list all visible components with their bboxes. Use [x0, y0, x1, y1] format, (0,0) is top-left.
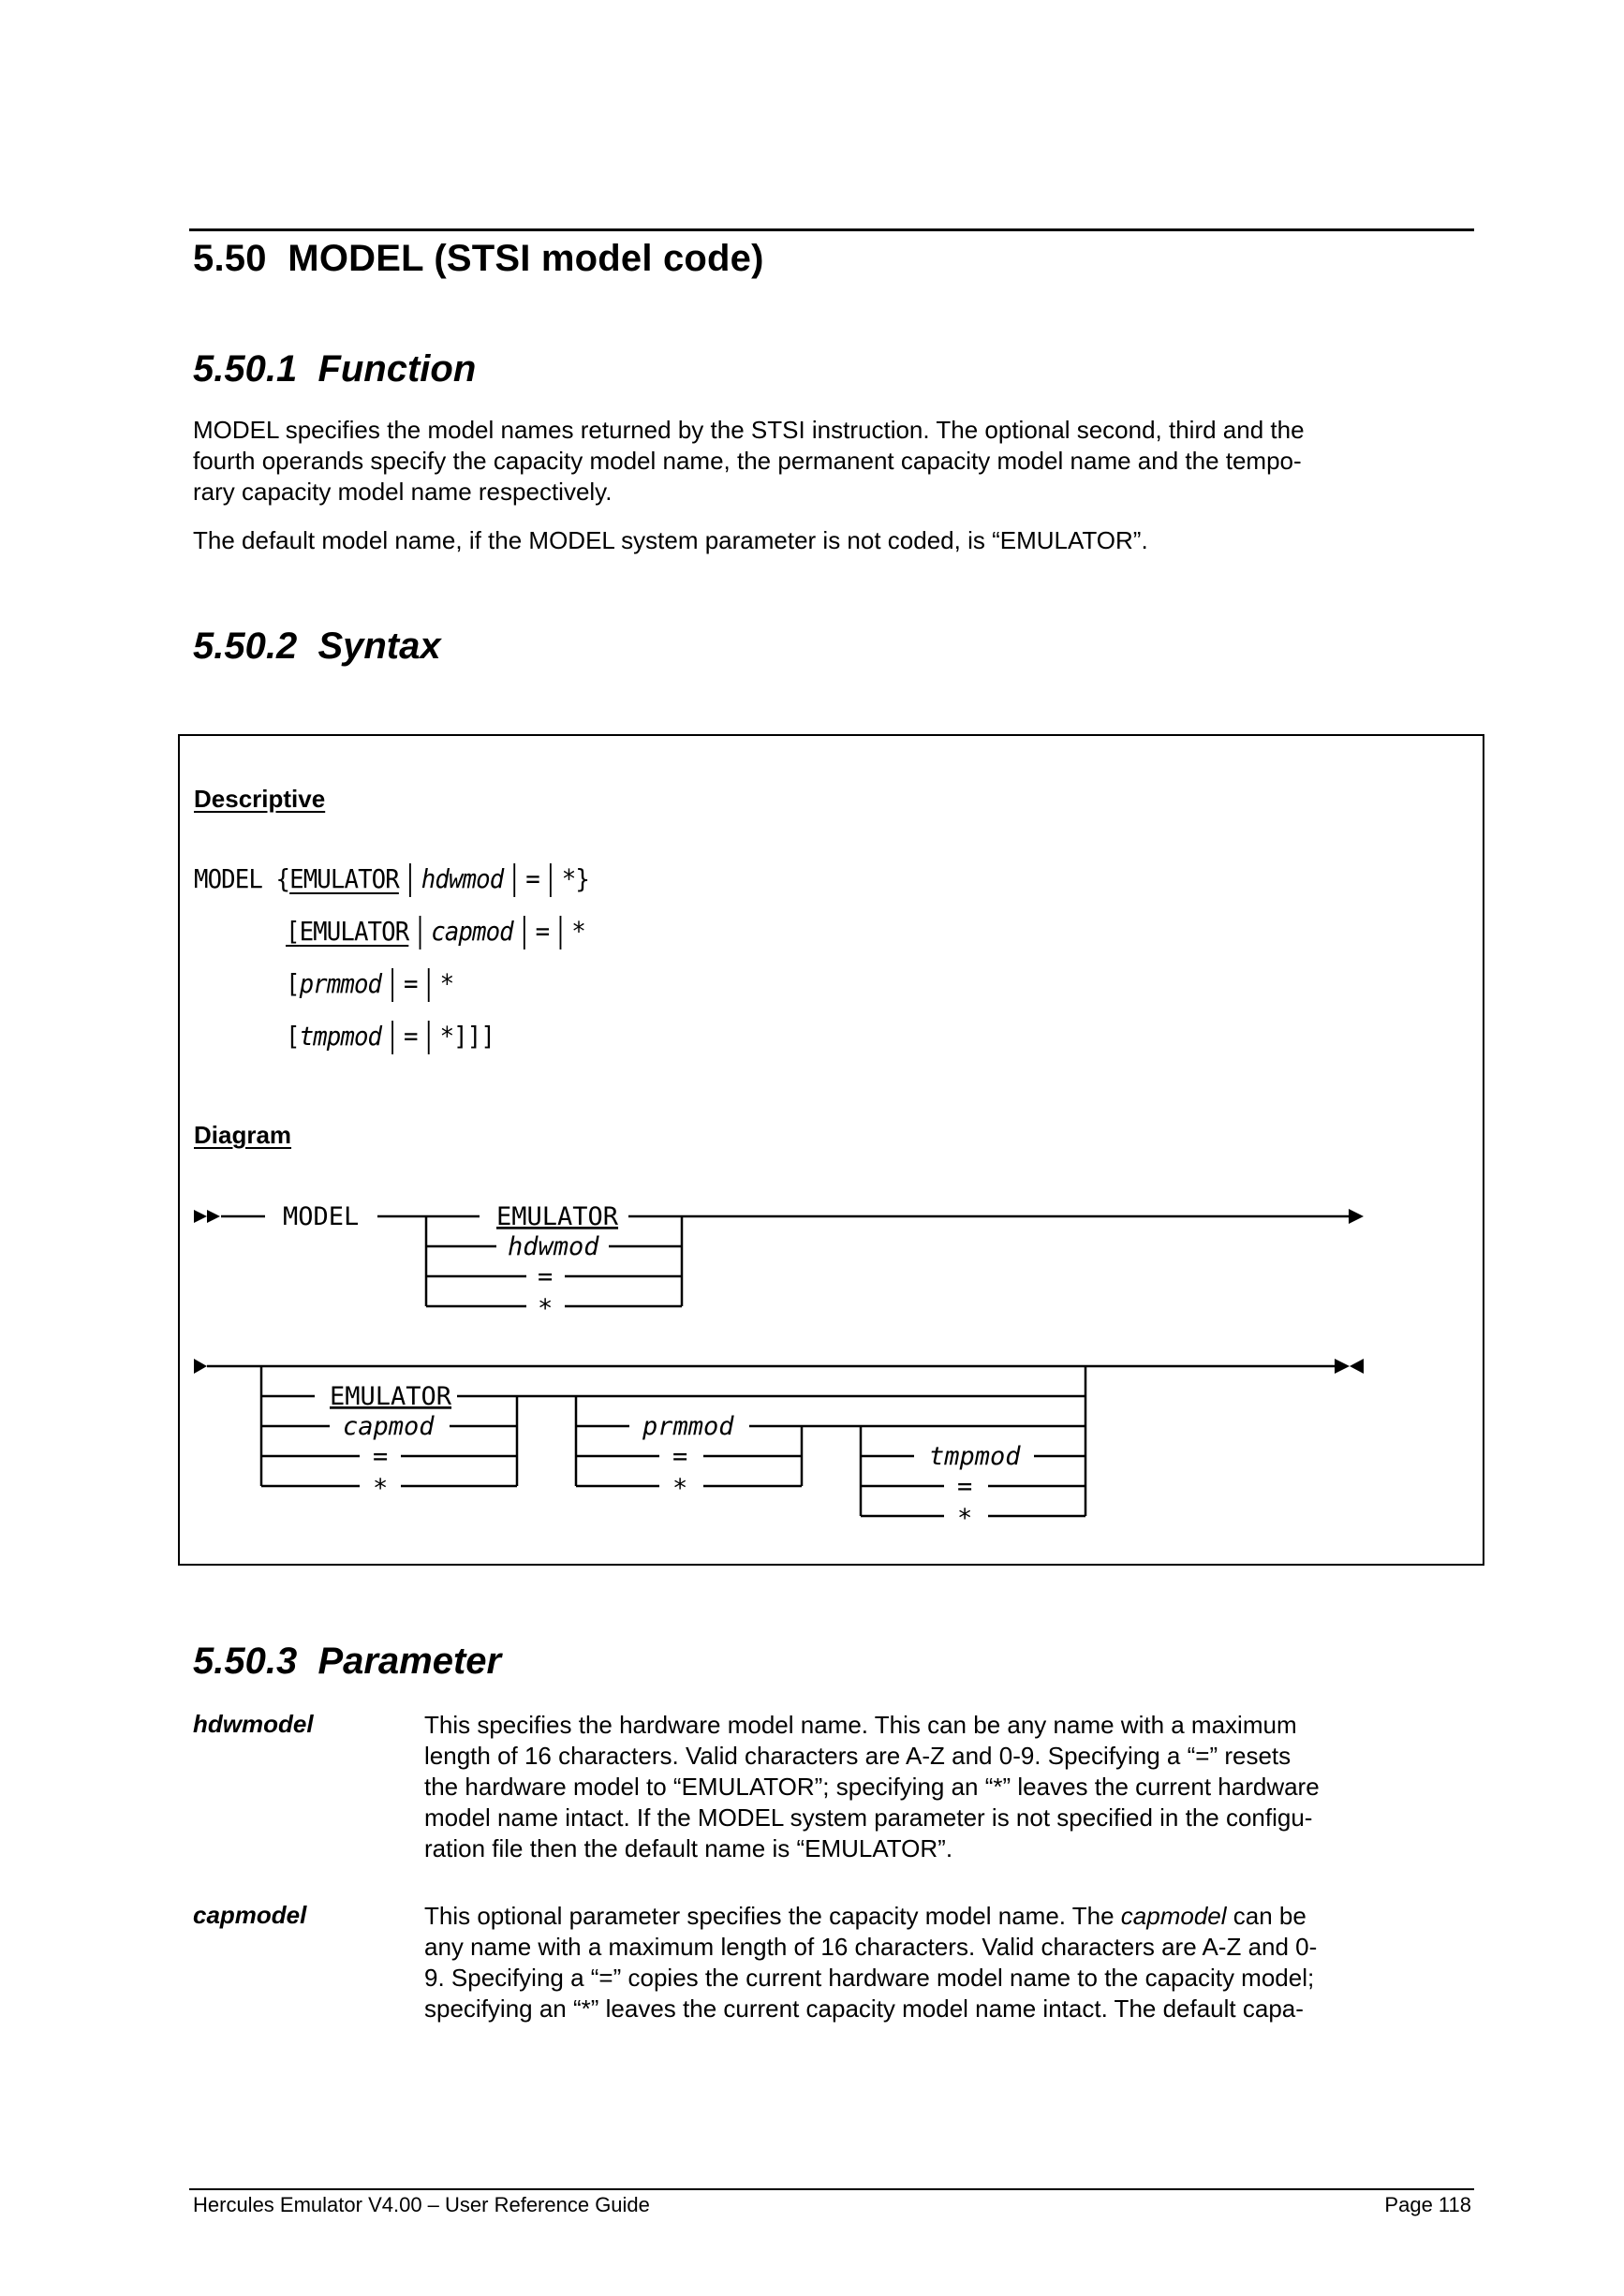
diagram-prmmod-option: prmmod [642, 1412, 734, 1441]
syntax-variable: capmod [431, 916, 513, 947]
footer-page-number: Page 118 [1384, 2193, 1471, 2216]
header-rule [189, 228, 1474, 231]
descriptive-line-1 [194, 863, 589, 897]
syntax-separator [428, 1021, 430, 1054]
param-desc-text: This optional parameter specifies the capacity model name. The [424, 1902, 1121, 1930]
syntax-star: * [561, 863, 576, 894]
descriptive-line-3 [286, 968, 453, 1002]
diagram-line1-option: hdwmod [508, 1232, 599, 1261]
syntax-variable: prmmod [299, 968, 382, 999]
footer-rule [189, 2188, 1474, 2190]
syntax-suffix: } [575, 863, 589, 894]
param-desc-text: can be [1226, 1902, 1307, 1930]
syntax-equals: = [525, 863, 539, 894]
diagram-capmod-option: EMULATOR [330, 1382, 452, 1411]
diagram-keyword: MODEL [283, 1202, 360, 1231]
syntax-equals: = [404, 1021, 418, 1052]
syntax-equals: = [404, 968, 418, 999]
diagram-prmmod-option: * [672, 1474, 688, 1503]
function-heading: 5.50.1 Function [193, 348, 477, 390]
descriptive-line-2 [286, 916, 585, 949]
param-name-capmodel: capmodel [193, 1901, 307, 1929]
diagram-prmmod-option: = [672, 1442, 688, 1471]
diagram-line1-option: = [538, 1262, 554, 1291]
param-desc-line: 9. Specifying a “=” copies the current hardware model name to the capacity model; [424, 1964, 1315, 1992]
syntax-variable: hdwmod [421, 863, 504, 894]
section-title-text: MODEL (STSI model code) [288, 238, 764, 279]
function-paragraph [193, 415, 1476, 508]
param-desc-hdwmodel [424, 1710, 1483, 1864]
syntax-separator [409, 863, 411, 897]
footer-document-title: Hercules Emulator V4.00 – User Reference Guide [193, 2193, 650, 2216]
syntax-equals: = [535, 916, 550, 947]
syntax-heading: 5.50.2 Syntax [193, 626, 441, 667]
param-desc-line: specifying an “*” leaves the current capacity model name intact. The default capa- [424, 1994, 1304, 2023]
section-title [193, 238, 764, 280]
diagram-tmpmod-option: tmpmod [929, 1442, 1021, 1471]
syntax-separator [428, 968, 430, 1002]
syntax-default: EMULATOR [299, 916, 409, 947]
syntax-prefix: [ [286, 968, 300, 999]
diagram-capmod-option: * [373, 1474, 389, 1503]
diagram-capmod-option: = [373, 1442, 389, 1471]
syntax-box [178, 734, 1484, 1566]
param-name-hdwmodel: hdwmodel [193, 1710, 314, 1738]
diagram-label: Diagram [194, 1121, 292, 1149]
function-line: rary capacity model name respectively. [193, 478, 613, 506]
diagram-line1-option: EMULATOR [496, 1202, 619, 1231]
param-desc-line: model name intact. If the MODEL system parameter is not specified in the configu- [424, 1803, 1313, 1832]
diagram-capmod-option: capmod [343, 1412, 435, 1441]
syntax-separator [391, 968, 393, 1002]
param-desc-capmodel [424, 1901, 1483, 2024]
syntax-separator [559, 916, 561, 949]
diagram-line1-option: * [538, 1294, 554, 1323]
param-desc-emphasis: capmodel [1120, 1902, 1227, 1930]
param-desc-line: the hardware model to “EMULATOR”; specifying an “*” leaves the current hardware [424, 1773, 1320, 1801]
param-desc-line: This specifies the hardware model name. This can be any name with a maximum [424, 1711, 1297, 1739]
param-desc-line [424, 1901, 1483, 1932]
function-line: MODEL specifies the model names returned by the STSI instruction. The optional second, third and the [193, 416, 1305, 444]
syntax-prefix: MODEL { [194, 863, 290, 894]
default-model-text: The default model name, if the MODEL system parameter is not coded, is “EMULATOR”. [193, 526, 1148, 554]
param-desc-line: length of 16 characters. Valid characters are A-Z and 0-9. Specifying a “=” resets [424, 1742, 1292, 1770]
syntax-variable: tmpmod [299, 1021, 382, 1052]
syntax-default: EMULATOR [289, 863, 399, 894]
syntax-separator [419, 916, 421, 949]
param-desc-line: any name with a maximum length of 16 characters. Valid characters are A-Z and 0- [424, 1933, 1318, 1961]
syntax-separator [524, 916, 525, 949]
syntax-prefix: [ [286, 1021, 300, 1052]
diagram-tmpmod-option: * [957, 1504, 973, 1533]
diagram-tmpmod-option: = [957, 1472, 973, 1501]
descriptive-label: Descriptive [194, 785, 326, 813]
syntax-separator [513, 863, 515, 897]
section-number: 5.50 [193, 238, 267, 279]
default-model-paragraph [193, 525, 1476, 556]
syntax-prefix: [ [286, 916, 300, 947]
function-line: fourth operands specify the capacity model name, the permanent capacity model name and the tempo- [193, 447, 1302, 475]
parameter-heading: 5.50.3 Parameter [193, 1641, 502, 1682]
descriptive-line-4 [286, 1021, 495, 1054]
param-desc-line: ration file then the default name is “EMULATOR”. [424, 1834, 953, 1862]
syntax-separator [391, 1021, 393, 1054]
syntax-separator [550, 863, 552, 897]
syntax-star: * [439, 1021, 454, 1052]
syntax-star: * [439, 968, 454, 999]
syntax-star: * [571, 916, 585, 947]
syntax-suffix: ]]] [453, 1021, 495, 1052]
